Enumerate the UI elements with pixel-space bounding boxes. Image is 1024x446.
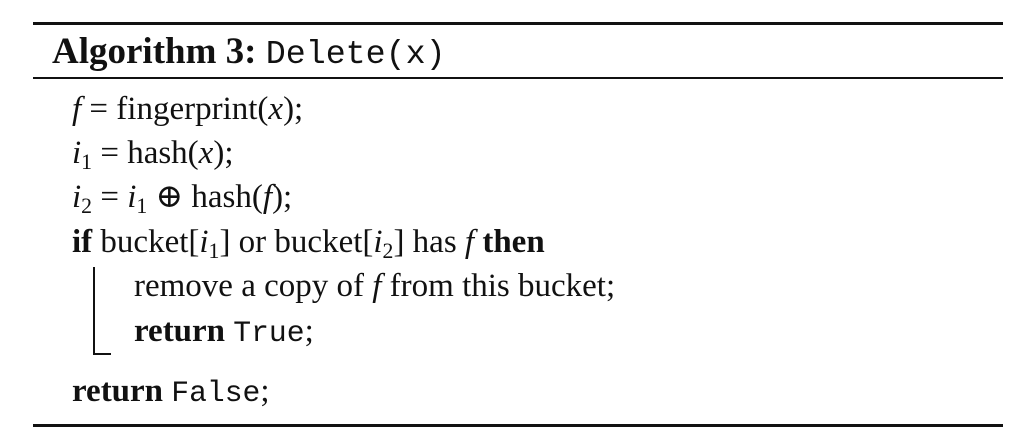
var-f: f bbox=[464, 224, 475, 260]
var-f: f bbox=[262, 179, 273, 215]
equals: = bbox=[92, 179, 128, 215]
var-i: i bbox=[373, 224, 383, 260]
line-end: ; bbox=[304, 313, 314, 349]
var-x: x bbox=[268, 91, 284, 127]
return-value-true: True bbox=[233, 316, 305, 350]
code-line-4 bbox=[72, 222, 545, 262]
text: bucket[ bbox=[92, 224, 200, 260]
subscript: 2 bbox=[382, 239, 394, 264]
algorithm-function-name: Delete bbox=[265, 35, 386, 73]
func-hash: hash( bbox=[127, 135, 199, 171]
code-line-5 bbox=[134, 266, 615, 306]
xor-operator: ⊕ bbox=[147, 179, 192, 215]
code-line-6 bbox=[134, 311, 314, 351]
keyword-then: then bbox=[474, 224, 545, 260]
subscript: 1 bbox=[136, 194, 148, 219]
func-fingerprint: fingerprint( bbox=[116, 91, 269, 127]
text: ] has bbox=[393, 224, 465, 260]
keyword-return: return bbox=[72, 373, 164, 409]
line-end: ; bbox=[260, 373, 270, 409]
var-i: i bbox=[72, 135, 82, 171]
line-end: ); bbox=[272, 179, 293, 215]
caption-rule bbox=[33, 77, 1003, 79]
if-scope-bracket-end bbox=[93, 353, 111, 355]
equals: = bbox=[81, 91, 117, 127]
code-line-7 bbox=[72, 371, 270, 411]
line-end: ); bbox=[283, 91, 304, 127]
code-line-1 bbox=[72, 89, 303, 129]
text: ] or bucket[ bbox=[219, 224, 374, 260]
algorithm-signature: (x) bbox=[385, 35, 446, 73]
code-line-3 bbox=[72, 177, 292, 217]
subscript: 2 bbox=[81, 194, 93, 219]
var-f: f bbox=[372, 268, 382, 304]
var-i: i bbox=[127, 179, 137, 215]
subscript: 1 bbox=[81, 150, 93, 175]
algorithm-label: Algorithm 3: bbox=[52, 31, 257, 72]
return-value-false: False bbox=[171, 376, 261, 410]
subscript: 1 bbox=[208, 239, 220, 264]
if-scope-bracket bbox=[93, 267, 95, 355]
keyword-return: return bbox=[134, 313, 226, 349]
top-rule bbox=[33, 22, 1003, 25]
bottom-rule bbox=[33, 424, 1003, 427]
code-line-2 bbox=[72, 133, 234, 173]
equals: = bbox=[92, 135, 128, 171]
keyword-if: if bbox=[72, 224, 93, 260]
var-i: i bbox=[199, 224, 209, 260]
text: remove a copy of bbox=[134, 268, 373, 304]
line-end: ); bbox=[213, 135, 234, 171]
var-i: i bbox=[72, 179, 82, 215]
var-f: f bbox=[72, 91, 82, 127]
algorithm-name bbox=[266, 35, 446, 73]
algorithm-caption bbox=[52, 27, 446, 77]
func-hash: hash( bbox=[191, 179, 263, 215]
text: from this bucket; bbox=[381, 268, 616, 304]
var-x: x bbox=[198, 135, 214, 171]
